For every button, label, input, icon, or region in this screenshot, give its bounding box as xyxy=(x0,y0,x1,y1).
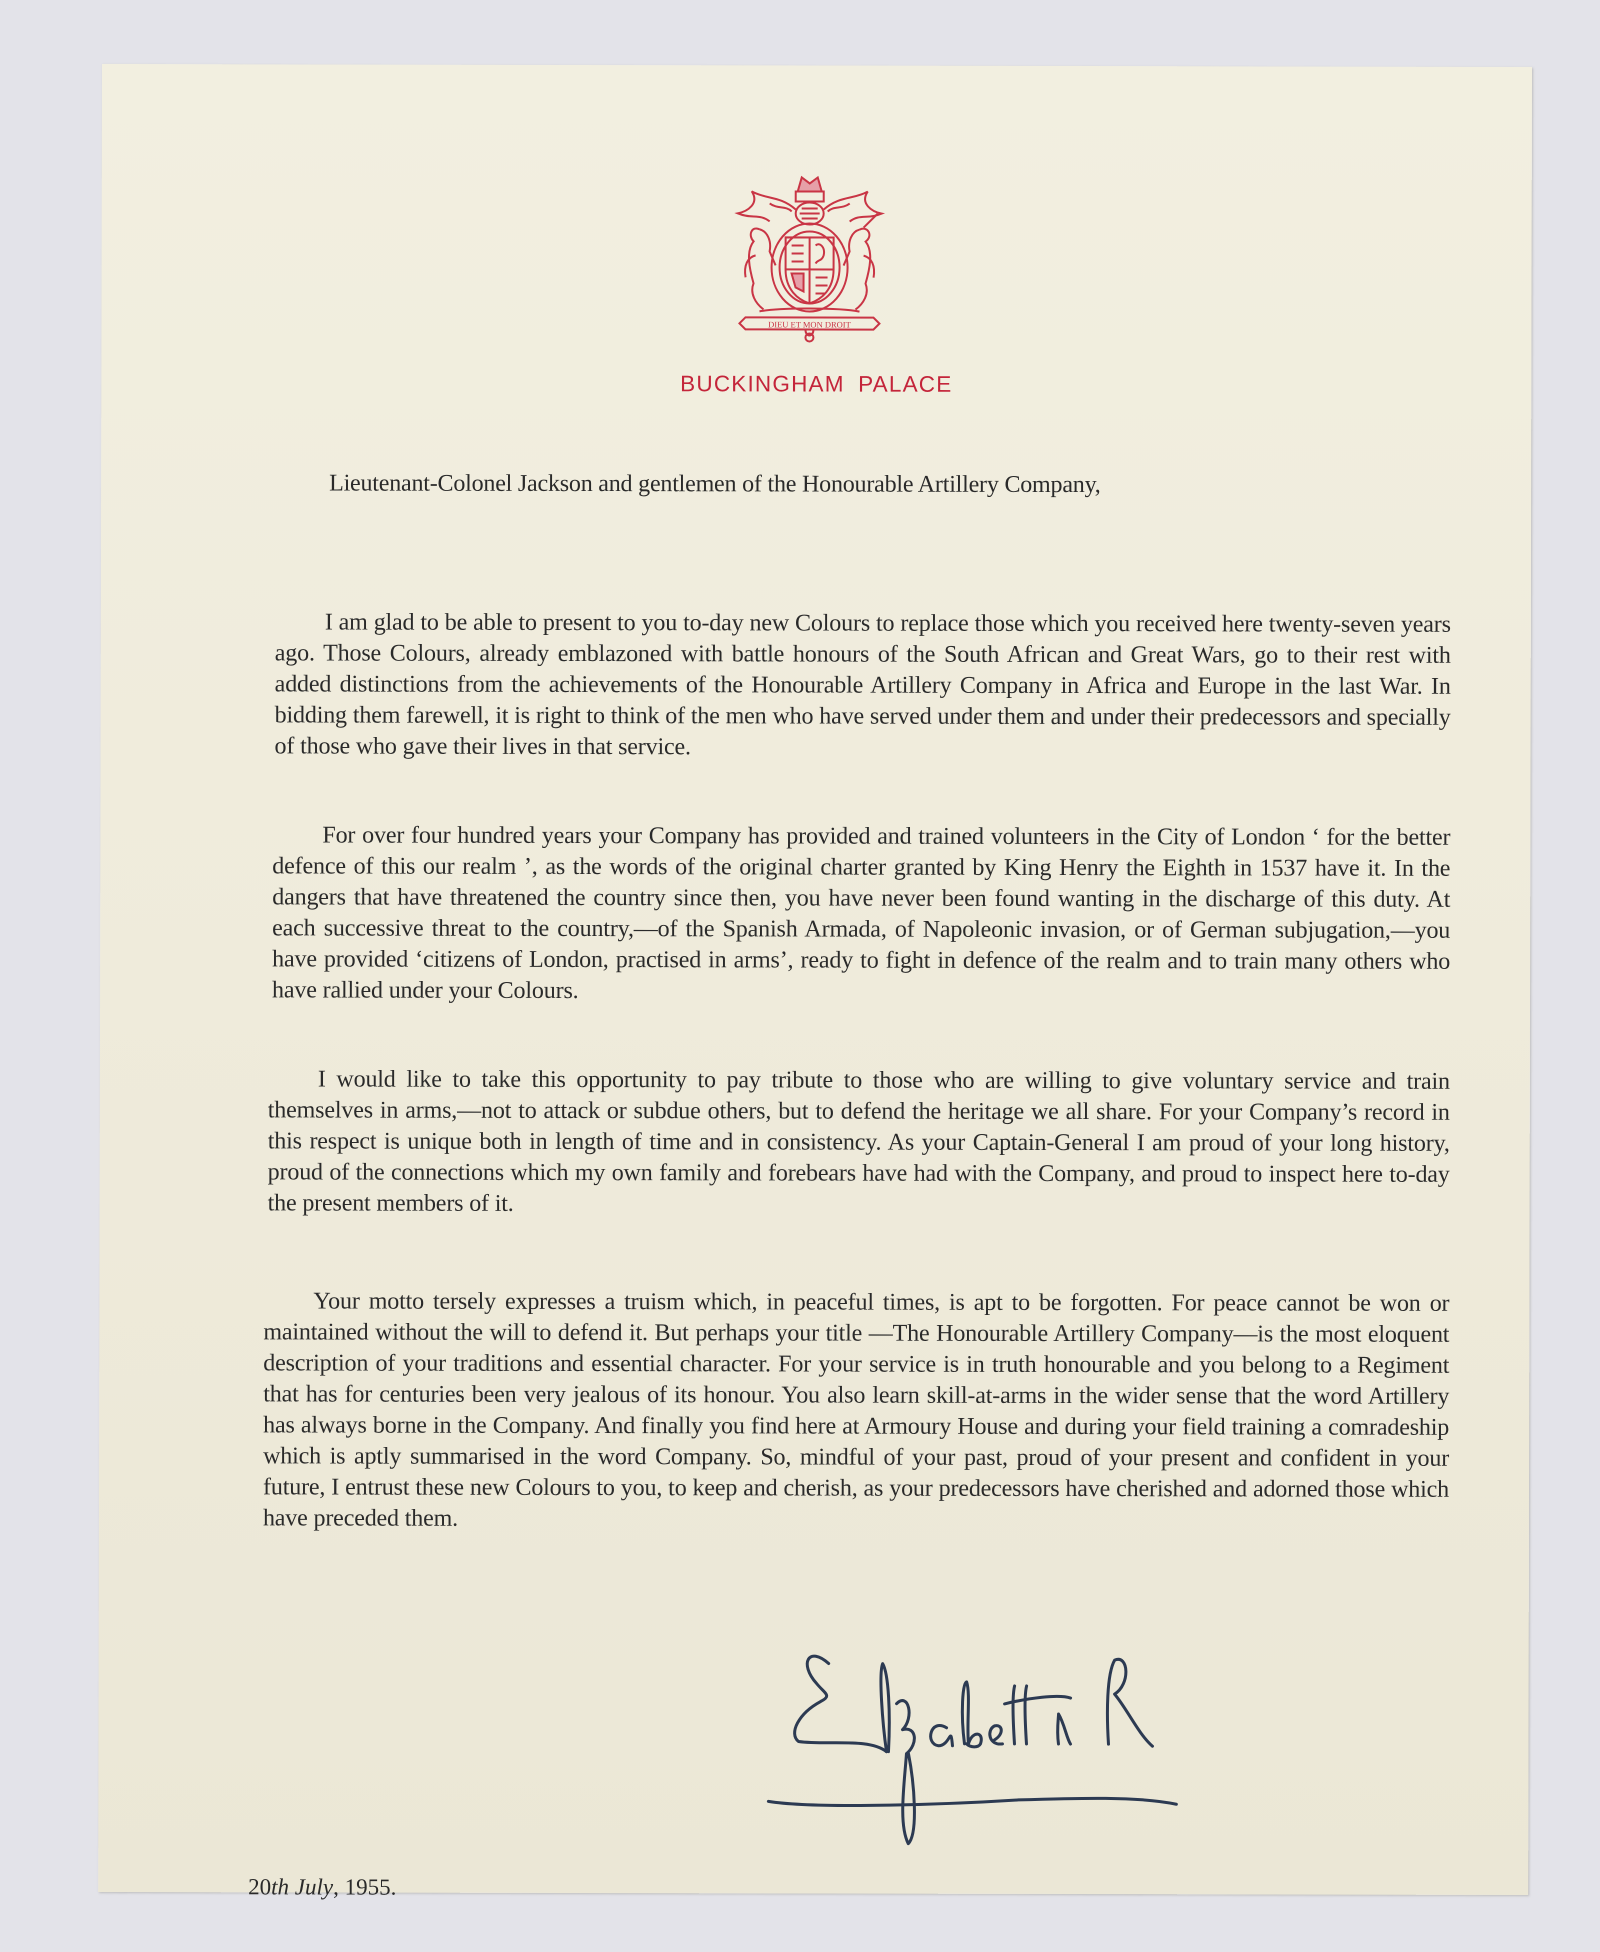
paragraph-1: I am glad to be able to present to you to-day new Colours to replace those which you received here twenty-seven years ago. Those Colours, already emblazoned with battle honours of the South African and Great Wars, go to their rest with added distinctions from the achievements of the Honourable Artillery Company in Africa and Europe in the last War. In bidding them farewell, it is right to think of the men who have served under them and under their predecessors and specially of those who gave their lives in that service. xyxy=(274,609,1451,761)
paragraph-2: For over four hundred years your Company has provided and trained volunteers in the City of London ‘ for the better defence of this our realm ’, as the words of the original charter granted by King Henry the Eighth in 1537 have it. In the dangers that have threatened the country since then, you have never been found wanting in the discharge of this duty. At each successive threat to the country,—of the Spanish Armada, of Napoleonic invasion, or of German subjugation,—you have provided ‘citizens of London, practised in arms’, ready to fight in defence of the realm and to train many others who have rallied under your Colours. xyxy=(272,822,1451,1004)
paragraph-4: Your motto tersely expresses a truism which, in peaceful times, is apt to be forgotten. For peace cannot be won or maintained without the will to defend it. But perhaps your title —The Honourable Artillery Company—is the most eloquent description of your traditions and essential character. For your service is in truth honourable and you belong to a Regiment that has for centuries been very jealous of its honour. You also learn skill-at-arms in the wider sense that the word Artillery has always borne in the Company. And finally you find here at Armoury House and during your field training a comradeship which is aptly summarised in the word Company. So, mindful of your past, proud of your present and confident in your future, I entrust these new Colours to you, to keep and cherish, as your predecessors have cherished and adorned those which have preceded them. xyxy=(262,1288,1450,1532)
paragraph-3: I would like to take this opportunity to pay tribute to those who are willing to give voluntary service and train themselves in arms,—not to attack or subdue others, but to defend the heritage we all share. For your Company’s record in this respect is unique both in length of time and in consistency. As your Captain-General I am proud of your long history, proud of the connections which my own family and forebears have had with the Company, and proud to inspect here to-day the present members of it. xyxy=(267,1066,1450,1217)
letter-page xyxy=(98,64,1532,1900)
letterhead-title: BUCKINGHAM PALACE xyxy=(680,371,953,397)
signature-elizabeth-r xyxy=(758,1633,1179,1874)
letter-date: 20th July, 1955. xyxy=(248,1874,397,1900)
svg-text:DIEU ET MON DROIT: DIEU ET MON DROIT xyxy=(768,319,851,330)
salutation: Lieutenant-Colonel Jackson and gentlemen of the Honourable Artillery Company, xyxy=(329,470,1101,499)
royal-coat-of-arms-icon xyxy=(729,169,889,347)
